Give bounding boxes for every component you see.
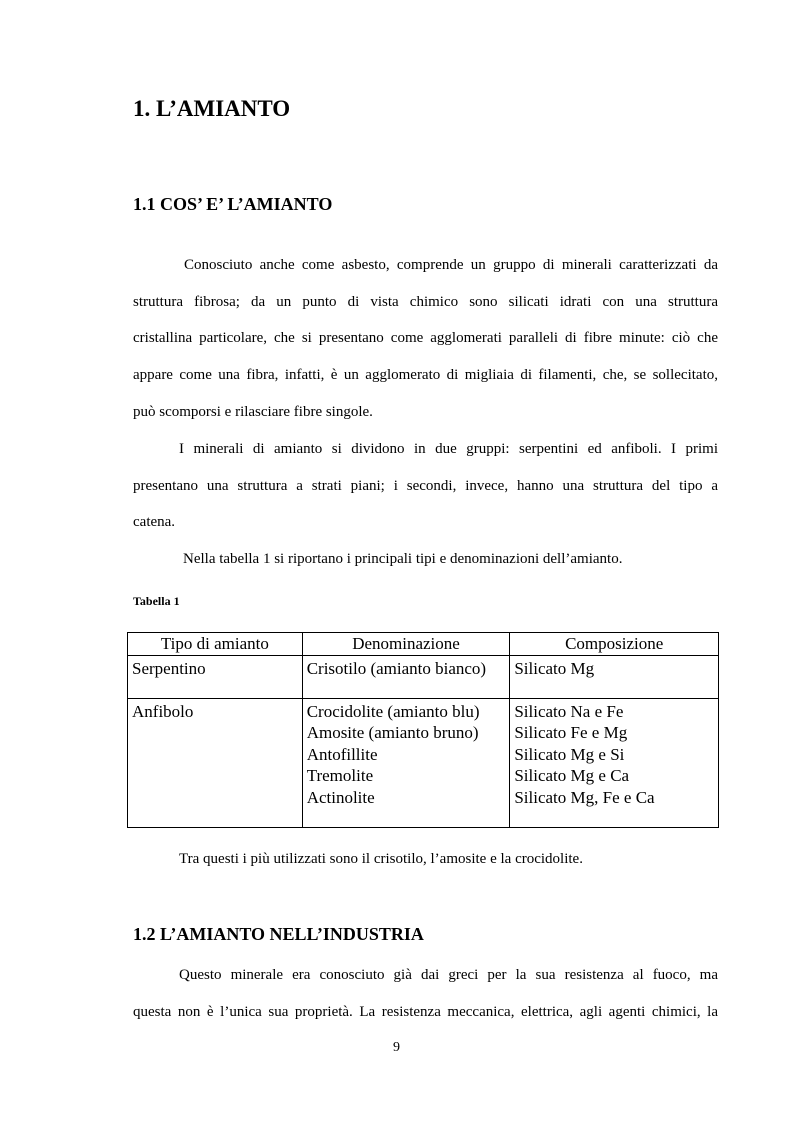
name-entry: Crocidolite (amianto blu) [306, 701, 480, 721]
paragraph-line: Nella tabella 1 si riportano i principali tipi e denominazioni dell’amianto. [183, 551, 623, 567]
composition-entry: Silicato Mg e Si [514, 744, 625, 764]
paragraph-line: può scomporsi e rilasciare fibre singole. [133, 403, 373, 420]
paragraph-line: cristallina particolare, che si presentano come agglomerati paralleli di fibre minute: ciò che [133, 330, 718, 347]
paragraph-line: Conosciuto anche come asbesto, comprende un gruppo di minerali caratterizzati da [184, 257, 718, 273]
composition-entry: Silicato Mg, Fe e Ca [514, 787, 655, 807]
table-header-row [128, 633, 719, 656]
table-row [128, 655, 719, 698]
after-table-paragraph [133, 841, 718, 878]
section-1-1-paragraph-1 [133, 247, 718, 430]
table-header-cell: Tipo di amianto [128, 633, 303, 656]
table-cell-names [302, 655, 510, 698]
name-entry: Antofillite [306, 744, 378, 764]
paragraph-line: struttura fibrosa; da un punto di vista chimico sono silicati idrati con una struttura [133, 293, 718, 310]
table-cell-type: Anfibolo [128, 698, 303, 827]
name-entry: Actinolite [306, 787, 375, 807]
page-number: 9 [393, 1040, 400, 1055]
table-cell-names [302, 698, 510, 827]
section-1-2-paragraph [133, 957, 718, 1030]
name-entry: Amosite (amianto bruno) [306, 723, 479, 742]
paragraph-line: Tra questi i più utilizzati sono il crisotilo, l’amosite e la crocidolite. [179, 851, 583, 867]
table-header-cell: Composizione [510, 633, 719, 656]
section-1-1-title: 1.1 COS’ E’ L’AMIANTO [133, 194, 333, 214]
chapter-title: 1. L’AMIANTO [133, 96, 291, 121]
paragraph-line: catena. [133, 514, 176, 531]
paragraph-line: questa non è l’unica sua proprietà. La resistenza meccanica, elettrica, agli agenti chimici, la [133, 1003, 718, 1020]
composition-entry: Silicato Na e Fe [514, 701, 624, 721]
paragraph-line: presentano una struttura a strati piani; i secondi, invece, hanno una struttura del tipo a [133, 477, 718, 494]
name-entry: Crisotilo (amianto bianco) [306, 658, 487, 678]
table-row [128, 698, 719, 827]
paragraph-line: Questo minerale era conosciuto già dai greci per la sua resistenza al fuoco, ma [179, 967, 718, 983]
asbestos-types-table [127, 632, 719, 828]
composition-entry: Silicato Fe e Mg [514, 723, 628, 742]
paragraph-line: appare come una fibra, infatti, è un agglomerato di migliaia di filamenti, che, se sollecitato, [133, 367, 718, 384]
table-header-cell: Denominazione [302, 633, 510, 656]
section-1-1-paragraph-2 [133, 431, 718, 541]
composition-entry: Silicato Mg e Ca [514, 766, 630, 785]
table-cell-compositions [510, 655, 719, 698]
composition-entry: Silicato Mg [514, 658, 595, 678]
paragraph-line: I minerali di amianto si dividono in due gruppi: serpentini ed anfiboli. I primi [179, 441, 718, 457]
table-cell-compositions [510, 698, 719, 827]
table-cell-type: Serpentino [128, 655, 303, 698]
section-1-1-paragraph-3 [133, 541, 718, 578]
name-entry: Tremolite [306, 766, 374, 785]
section-1-2-title: 1.2 L’AMIANTO NELL’INDUSTRIA [133, 924, 424, 944]
table-caption: Tabella 1 [133, 594, 180, 608]
